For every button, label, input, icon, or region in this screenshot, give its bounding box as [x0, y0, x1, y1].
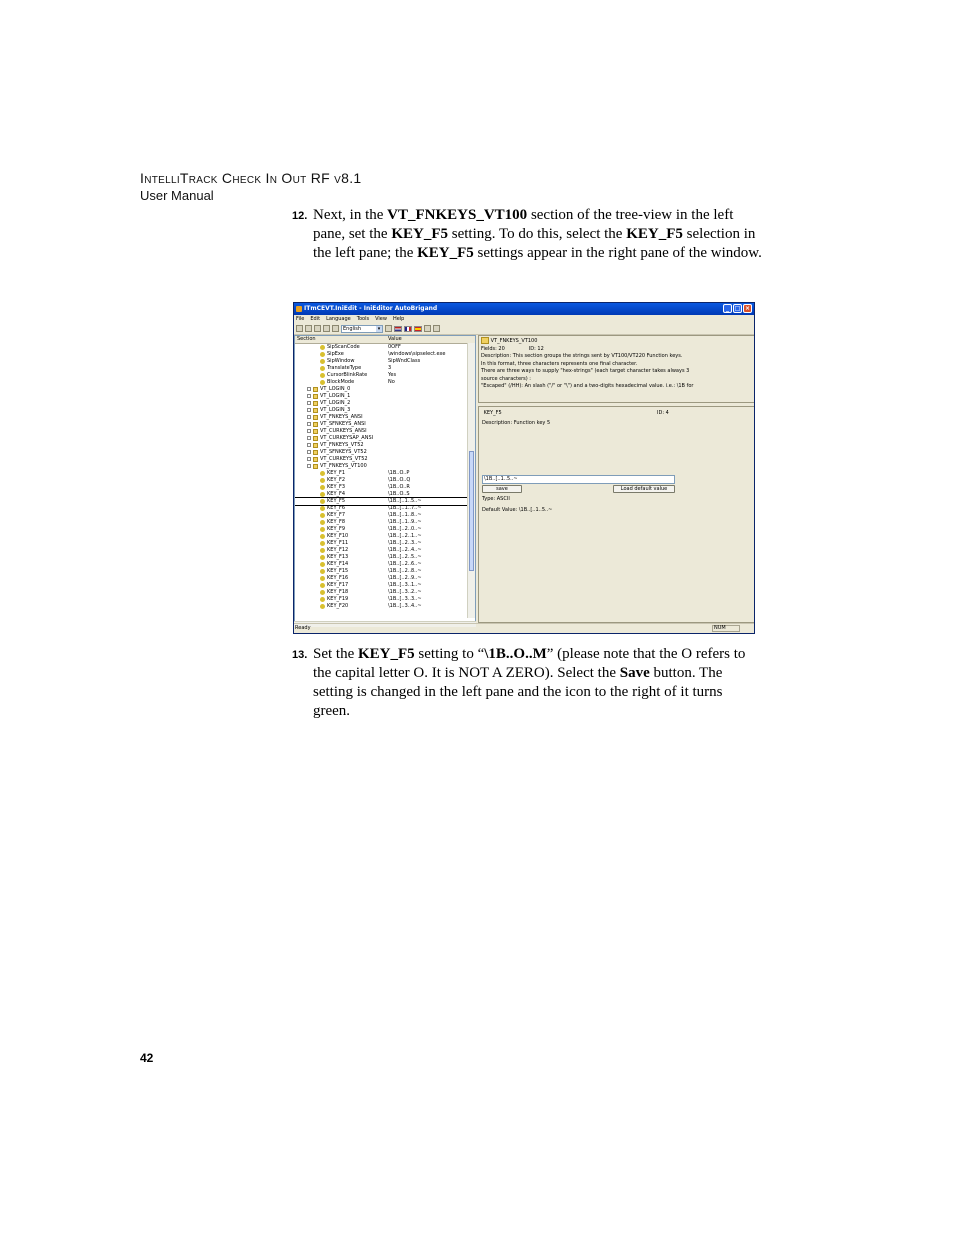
scrollbar-thumb[interactable]: [469, 451, 474, 571]
section-fields: Fields: 20: [481, 345, 505, 352]
bold-term: \1B..O..M: [484, 646, 547, 662]
tree-row[interactable]: [295, 575, 467, 582]
folder-icon: [313, 415, 318, 420]
tree-row[interactable]: [295, 463, 467, 470]
folder-icon: [313, 401, 318, 406]
section-info-pane: [478, 335, 755, 403]
tree-row-name: KEY_F7: [327, 512, 346, 518]
tree-row-value: 0OFF: [388, 344, 401, 350]
tree-row-value: \1B..[..2..1..~: [388, 533, 422, 539]
tree-row-name: KEY_F6: [327, 505, 346, 511]
tree-row-name: CursorBlinkRate: [327, 372, 368, 378]
tree-row-name: VT_LOGIN_2: [320, 400, 351, 406]
open-folder-icon[interactable]: [305, 325, 312, 332]
key-icon: [320, 541, 325, 546]
tree-row-value: \1B..O..R: [388, 484, 410, 490]
tree-row-value: \1B..[..2..8..~: [388, 568, 422, 574]
expand-icon[interactable]: [307, 422, 311, 426]
menu-item[interactable]: Tools: [356, 316, 370, 322]
section-description-line: Description: This section groups the strings sent by VT100/VT220 Function keys.: [481, 353, 683, 359]
tree-row-value: No: [388, 379, 395, 385]
tree-row-name: VT_LOGIN_3: [320, 407, 351, 413]
key-icon: [320, 506, 325, 511]
tree-row-name: KEY_F11: [327, 540, 349, 546]
tree-row[interactable]: [295, 484, 467, 491]
key-icon: [320, 597, 325, 602]
tree-row[interactable]: [295, 428, 467, 435]
bold-term: KEY_F5: [391, 226, 448, 242]
expand-icon[interactable]: [307, 387, 311, 391]
key-icon: [320, 569, 325, 574]
folder-icon: [313, 464, 318, 469]
tree-row-value: \1B..O..Q: [388, 477, 411, 483]
new-file-icon[interactable]: [296, 325, 303, 332]
key-icon: [320, 576, 325, 581]
running-header-subtitle: User Manual: [140, 188, 214, 203]
tree-row[interactable]: [295, 379, 467, 386]
step-13: [292, 645, 762, 721]
us-flag-icon[interactable]: [394, 326, 402, 332]
close-icon[interactable]: ×: [744, 305, 751, 312]
tree-row[interactable]: [295, 449, 467, 456]
tree-row-name: SipScanCode: [327, 344, 360, 350]
step-12: [292, 206, 762, 263]
tree-row[interactable]: [295, 554, 467, 561]
tree-row[interactable]: [295, 498, 467, 505]
section-column-header[interactable]: Section: [297, 336, 316, 342]
key-icon: [320, 499, 325, 504]
tree-row-value: \1B..[..2..3..~: [388, 540, 422, 546]
paste-icon[interactable]: [332, 325, 339, 332]
bold-term: VT_FNKEYS_VT100: [387, 207, 528, 223]
folder-icon: [313, 457, 318, 462]
status-bar: [294, 623, 754, 633]
key-icon: [320, 520, 325, 525]
bold-term: KEY_F5: [358, 646, 415, 662]
folder-icon: [313, 408, 318, 413]
tree-row-value: \1B..[..3..3..~: [388, 596, 422, 602]
tree-row-value: \1B..[..2..4..~: [388, 547, 422, 553]
tree-row-value: Yes: [388, 372, 397, 378]
expand-icon[interactable]: [307, 464, 311, 468]
section-description-line: source characters) :: [481, 375, 531, 382]
text: Set the: [313, 646, 358, 662]
key-id: ID: 4: [657, 410, 669, 416]
num-lock-indicator: NUM: [712, 625, 740, 632]
tree-row-name: VT_LOGIN_0: [320, 386, 351, 392]
tree-row-name: VT_CURKEYSAP_ANSI: [320, 435, 374, 441]
tree-row[interactable]: [295, 603, 467, 610]
expand-icon[interactable]: [307, 415, 311, 419]
tree-row-value: SipWndClass: [388, 358, 421, 364]
tree-row-value: \1B..[..1..7..~: [388, 505, 422, 511]
tree-row-name: KEY_F2: [327, 477, 346, 483]
step-text: [313, 645, 762, 721]
key-value-input[interactable]: \1B..[..1..5..~: [482, 475, 675, 484]
tree-row[interactable]: [295, 519, 467, 526]
tree-row-value: \1B..[..1..5..~: [388, 498, 422, 504]
save-icon[interactable]: [314, 325, 321, 332]
window-titlebar: [294, 303, 754, 315]
tree-row-name: KEY_F12: [327, 547, 349, 553]
toolbar: [294, 323, 754, 335]
section-description: [481, 353, 753, 391]
text: button. The setting is changed in the left pane and the icon to the right of it turns green.: [313, 665, 723, 719]
menu-item[interactable]: View: [375, 316, 387, 322]
step-number: 12.: [292, 210, 308, 222]
inieditor-window-screenshot: [293, 302, 755, 634]
key-icon: [320, 359, 325, 364]
folder-icon: [313, 422, 318, 427]
tree-row-name: TranslateType: [327, 365, 362, 371]
section-name: VT_FNKEYS_VT100: [490, 338, 538, 344]
tree-row-name: KEY_F4: [327, 491, 346, 497]
tree-row[interactable]: [295, 407, 467, 414]
tree-row-name: KEY_F1: [327, 470, 346, 476]
tree-row-name: KEY_F18: [327, 589, 349, 595]
tree-row[interactable]: [295, 456, 467, 463]
key-icon: [320, 555, 325, 560]
text: setting. To do this, select the: [447, 226, 627, 242]
key-icon: [320, 527, 325, 532]
tree-row-name: VT_FNKEYS_VT52: [320, 442, 364, 448]
tree-row[interactable]: [295, 491, 467, 498]
tree-row-name: VT_LOGIN_1: [320, 393, 351, 399]
tree-row[interactable]: [295, 526, 467, 533]
tree-row[interactable]: [295, 561, 467, 568]
help-icon[interactable]: [424, 325, 431, 332]
section-id: ID: 12: [528, 345, 544, 352]
tree-row-name: SipExe: [327, 351, 344, 357]
tree-row[interactable]: [295, 393, 467, 400]
text: Next, in the: [313, 207, 388, 223]
load-default-value-button[interactable]: Load default value: [613, 485, 675, 493]
tree-row-name: KEY_F16: [327, 575, 349, 581]
bold-term: Save: [619, 665, 650, 681]
language-select[interactable]: English ▾: [341, 325, 383, 333]
text: settings appear in the right pane of the window.: [473, 245, 762, 261]
menu-item[interactable]: Language: [326, 316, 351, 322]
key-icon: [320, 485, 325, 490]
tree-row[interactable]: [295, 351, 467, 358]
tree-row-name: VT_SFNKEYS_ANSI: [320, 421, 366, 427]
bold-term: KEY_F5: [417, 245, 474, 261]
key-icon: [320, 562, 325, 567]
section-description-line: In this format, three characters represents one final character.: [481, 360, 638, 367]
expand-icon[interactable]: [307, 450, 311, 454]
folder-icon: [313, 436, 318, 441]
value-column-header[interactable]: Value: [388, 336, 402, 342]
tree-row-value: \1B..[..2..0..~: [388, 526, 422, 532]
tree-row-name: SipWindow: [327, 358, 355, 364]
key-icon: [320, 345, 325, 350]
section-description-line: There are three ways to supply "hex-strings" (each target character takes always 3: [481, 368, 690, 374]
context-help-icon[interactable]: [433, 325, 440, 332]
tree-row-name: KEY_F17: [327, 582, 349, 588]
folder-icon: [481, 337, 489, 344]
menu-item[interactable]: File: [296, 316, 305, 322]
tree-row-value: \1B..[..2..6..~: [388, 561, 422, 567]
tree-row[interactable]: [295, 540, 467, 547]
vertical-scrollbar[interactable]: [467, 343, 475, 618]
key-info-pane: [478, 406, 755, 623]
key-icon: [320, 373, 325, 378]
tree-row[interactable]: [295, 358, 467, 365]
key-icon: [320, 380, 325, 385]
expand-icon[interactable]: [307, 436, 311, 440]
tree-row[interactable]: [295, 596, 467, 603]
tree-row-name: KEY_F14: [327, 561, 349, 567]
key-icon: [320, 548, 325, 553]
copy-icon[interactable]: [323, 325, 330, 332]
expand-icon[interactable]: [307, 401, 311, 405]
tree-row-value: 3: [388, 365, 392, 371]
sort-icon[interactable]: [385, 325, 392, 332]
maximize-icon[interactable]: □: [734, 305, 741, 312]
tree-row-value: \1B..[..2..9..~: [388, 575, 422, 581]
key-icon: [320, 534, 325, 539]
tree-row-name: KEY_F5: [327, 498, 346, 504]
tree-row-name: KEY_F13: [327, 554, 349, 560]
key-icon: [320, 352, 325, 357]
key-icon: [320, 583, 325, 588]
tree-row[interactable]: [295, 435, 467, 442]
tree-row-value: \1B..[..1..9..~: [388, 519, 422, 525]
tree-row-name: VT_FNKEYS_VT100: [320, 463, 367, 469]
tree-row[interactable]: [295, 386, 467, 393]
window-title: ITmCEVT.IniEdit - IniEditor AutoBrigand: [304, 305, 438, 312]
tree-row-value: \1B..[..2..5..~: [388, 554, 422, 560]
text: selection in the left pane; the: [313, 226, 756, 261]
tree-row[interactable]: [295, 414, 467, 421]
france-flag-icon[interactable]: [404, 326, 412, 332]
folder-icon: [313, 443, 318, 448]
tree-row[interactable]: [295, 365, 467, 372]
tree-row-name: KEY_F15: [327, 568, 349, 574]
menu-bar: [294, 315, 754, 323]
tree-row[interactable]: [295, 582, 467, 589]
tree-row-value: \1B..O..S: [388, 491, 410, 497]
tree-row[interactable]: [295, 442, 467, 449]
tree-row[interactable]: [295, 505, 467, 512]
tree-row-value: \windows\sipselect.exe: [388, 351, 446, 357]
key-default-value: Default Value: \1B..[..1..5..~: [482, 507, 553, 513]
expand-icon[interactable]: [307, 429, 311, 433]
section-name-line: [481, 337, 753, 346]
tree-row-name: BlockMode: [327, 379, 355, 385]
tree-row[interactable]: [295, 421, 467, 428]
text: setting to “: [414, 646, 485, 662]
key-icon: [320, 366, 325, 371]
tree-row[interactable]: [295, 568, 467, 575]
tree-row[interactable]: [295, 589, 467, 596]
key-icon: [320, 471, 325, 476]
column-header: [295, 336, 475, 344]
text: section of the tree-view in the left pane, set the: [313, 207, 734, 242]
tree-row-name: KEY_F20: [327, 603, 349, 609]
tree-row-name: KEY_F8: [327, 519, 346, 525]
tree-row[interactable]: [295, 344, 467, 351]
tree-row-value: \1B..[..3..2..~: [388, 589, 422, 595]
key-icon: [320, 590, 325, 595]
tree-row-name: KEY_F19: [327, 596, 349, 602]
tree-row[interactable]: [295, 547, 467, 554]
tree-row[interactable]: [295, 533, 467, 540]
tree-row-value: \1B..O..P: [388, 470, 410, 476]
step-text: [313, 206, 762, 263]
tree-row[interactable]: [295, 400, 467, 407]
tree-row-name: VT_CURKEYS_VT52: [320, 456, 368, 462]
key-name-line: [482, 410, 502, 417]
key-name: KEY_F5: [483, 410, 502, 416]
section-description-line: "Escaped" (/HH): An slash ("/" or "\") and a two-digits hexadecimal value. i.e.: \1B for: [481, 383, 694, 389]
expand-icon[interactable]: [307, 394, 311, 398]
tree-row[interactable]: [295, 512, 467, 519]
menu-item[interactable]: Help: [392, 316, 405, 322]
tree-row-value: \1B..[..3..4..~: [388, 603, 422, 609]
tree-row[interactable]: [295, 477, 467, 484]
save-button[interactable]: save: [482, 485, 522, 493]
app-icon: [296, 306, 302, 312]
page-number: 42: [140, 1051, 154, 1065]
tree-view-pane[interactable]: [294, 335, 476, 623]
key-icon: [320, 478, 325, 483]
tree-row[interactable]: [295, 470, 467, 477]
spain-flag-icon[interactable]: [414, 326, 422, 332]
key-icon: [320, 604, 325, 609]
text: ” (please note that the O refers to the capital letter O. It is NOT A ZERO). Select the: [313, 646, 746, 681]
step-number: 13.: [292, 649, 308, 661]
expand-icon[interactable]: [307, 408, 311, 412]
tree-row[interactable]: [295, 372, 467, 379]
tree-row-name: KEY_F10: [327, 533, 349, 539]
folder-icon: [313, 450, 318, 455]
tree-row-name: VT_FNKEYS_ANSI: [320, 414, 363, 420]
folder-icon: [313, 387, 318, 392]
bold-term: KEY_F5: [626, 226, 683, 242]
running-header-title: IntelliTrack Check In Out RF v8.1: [140, 170, 362, 186]
key-description: Description: Function key 5: [482, 420, 551, 426]
minimize-icon[interactable]: _: [723, 304, 732, 313]
tree-row-value: \1B..[..1..8..~: [388, 512, 422, 518]
menu-item[interactable]: Edit: [310, 316, 321, 322]
tree-row-name: KEY_F9: [327, 526, 346, 532]
section-fields-line: [481, 346, 753, 354]
tree-row-name: VT_CURKEYS_ANSI: [320, 428, 367, 434]
folder-icon: [313, 394, 318, 399]
tree-row-name: KEY_F3: [327, 484, 346, 490]
key-icon: [320, 513, 325, 518]
tree-row-name: VT_SFNKEYS_VT52: [320, 449, 367, 455]
status-text: Ready: [295, 625, 311, 631]
expand-icon[interactable]: [307, 443, 311, 447]
key-icon: [320, 492, 325, 497]
expand-icon[interactable]: [307, 457, 311, 461]
tree-row-value: \1B..[..3..1..~: [388, 582, 422, 588]
folder-icon: [313, 429, 318, 434]
key-type: Type: ASCII: [482, 496, 510, 502]
